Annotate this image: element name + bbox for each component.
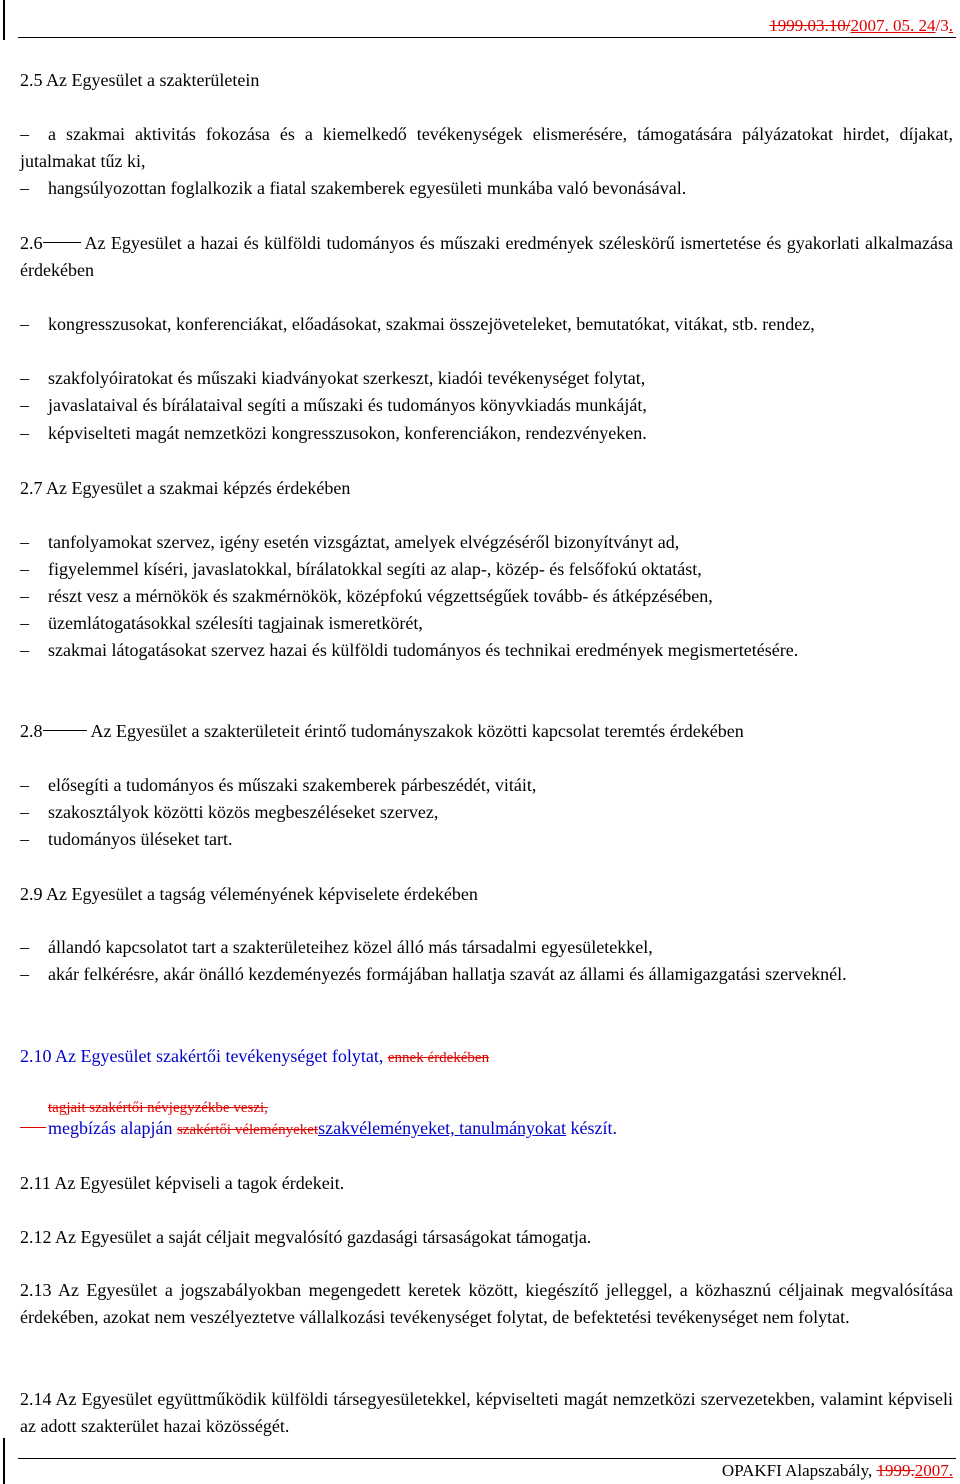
- footer-rule: [18, 1458, 956, 1459]
- list-item-text: képviselteti magát nemzetközi kongresszusokon, konferenciákon, rendezvényeken.: [48, 423, 647, 443]
- list-item-text: tanfolyamokat szervez, igény esetén vizsgáztat, amelyek elvégzéséről bizonyítványt ad,: [48, 532, 680, 552]
- header-rule: [18, 37, 956, 38]
- dash-bullet: –: [20, 124, 29, 144]
- dash-bullet: –: [20, 775, 29, 795]
- list-item-text: a szakmai aktivitás fokozása és a kiemelkedő tevékenységek elismerésére, támogatására pályázatokat hirdet, díjakat, jutalmakat tűz ki,: [20, 124, 953, 171]
- list-item: [20, 610, 953, 637]
- list-item-text: elősegíti a tudományos és műszaki szakemberek párbeszédét, vitáit,: [48, 775, 537, 795]
- list-item-text: figyelemmel kíséri, javaslatokkal, bírálatokkal segíti az alap-, közép- és felsőfokú oktatást,: [48, 559, 702, 579]
- list-item-text: javaslataival és bírálataival segíti a műszaki és tudományos könyvkiadás munkáját,: [48, 395, 647, 415]
- list-item-text: állandó kapcsolatot tart a szakterületeihez közel álló más társadalmi egyesületekkel,: [48, 937, 653, 957]
- list-item: [20, 583, 953, 610]
- list-item: [20, 934, 953, 961]
- dash-bullet: –: [20, 613, 29, 633]
- dash-bullet: –: [20, 586, 29, 606]
- dash-bullet: –: [20, 423, 29, 443]
- section-2-7-heading: 2.7 Az Egyesület a szakmai képzés érdekében: [20, 478, 351, 498]
- page-header: [769, 16, 953, 36]
- section-2-10-heading: [20, 1044, 489, 1070]
- deleted-text: tagjait szakértői névjegyzékbe veszi,: [48, 1100, 268, 1116]
- inserted-text: szakvéleményeket, tanulmányokat: [318, 1118, 567, 1138]
- list-item-text: üzemlátogatásokkal szélesíti tagjainak ismeretkörét,: [48, 613, 423, 633]
- dash-bullet: –: [20, 314, 29, 334]
- dash-bullet: –: [20, 368, 29, 388]
- list-item: [20, 556, 953, 583]
- dash-bullet: –: [20, 937, 29, 957]
- footer-label: OPAKFI Alapszabály,: [721, 1461, 877, 1480]
- section-number: 2.8: [20, 721, 43, 741]
- list-item: [20, 311, 953, 338]
- section-2-13-paragraph: 2.13 Az Egyesület a jogszabályokban megengedett keretek között, kiegészítő jelleggel, a közhasznú céljainak megvalósítása érdekében, azokat nem veszélyeztetve vállalkozási tevékenységet folytat, de befektetési tevékenységet nem folytat.: [20, 1280, 953, 1327]
- inserted-text: megbízás alapján: [48, 1118, 173, 1138]
- revision-bar-bottom: [3, 1438, 5, 1484]
- list-item-text: részt vesz a mérnökök és szakmérnökök, középfokú végzettségűek tovább- és átképzésében,: [48, 586, 713, 606]
- section-2-10-revised-item: [20, 1116, 617, 1142]
- list-item: [20, 365, 953, 392]
- dash-bullet: –: [20, 829, 29, 849]
- header-sep: /: [935, 16, 941, 35]
- dash-bullet: –: [20, 532, 29, 552]
- list-item: [20, 961, 953, 988]
- dash-bullet: –: [20, 964, 29, 984]
- list-item-text: kongresszusokat, konferenciákat, előadásokat, szakmai összejöveteleket, bemutatókat, vitákat, stb. rendez,: [48, 314, 815, 334]
- list-item: [20, 121, 953, 175]
- tab-leader: [43, 233, 81, 243]
- list-item: [20, 392, 953, 419]
- section-2-12-paragraph: 2.12 Az Egyesület a saját céljait megvalósító gazdasági társaságokat támogatja.: [20, 1227, 592, 1247]
- revision-bar-top: [3, 0, 5, 40]
- footer-old-year: 1999.: [876, 1461, 915, 1480]
- section-2-14-paragraph: 2.14 Az Egyesület együttműködik külföldi társegyesületekkel, képviselteti magát nemzetközi szervezetekben, valamint képviseli az adott szakterület hazai közösségét.: [20, 1389, 953, 1436]
- header-old-date: 1999.03.10/: [769, 16, 851, 35]
- list-item-text: tudományos üléseket tart.: [48, 829, 233, 849]
- header-new-date: 2007. 05. 24: [850, 16, 936, 35]
- dash-bullet: –: [20, 178, 29, 198]
- dash-bullet: –: [20, 802, 29, 822]
- list-item-text: akár felkérésre, akár önálló kezdeményezés formájában hallatja szavát az állami és államigazgatási szerveknél.: [48, 964, 847, 984]
- list-item-text: szakfolyóiratokat és műszaki kiadványokat szerkeszt, kiadói tevékenységet folytat,: [48, 368, 646, 388]
- list-item: [20, 529, 953, 556]
- page-footer: [722, 1461, 953, 1481]
- list-item-text: szakosztályok közötti közös megbeszéléseket szervez,: [48, 802, 439, 822]
- list-item-text: szakmai látogatásokat szervez hazai és külföldi tudományos és technikai eredmények megismertetésére.: [48, 640, 799, 660]
- section-text: Az Egyesület a szakterületeit érintő tudományszakok közötti kapcsolat teremtés érdekében: [90, 721, 744, 741]
- deleted-text: szakértői véleményeket: [176, 1122, 319, 1138]
- header-dot: .: [948, 16, 953, 35]
- section-2-5-heading: 2.5 Az Egyesület a szakterületein: [20, 70, 260, 90]
- tab-leader: [43, 721, 87, 731]
- dash-bullet: –: [20, 395, 29, 415]
- tab-leader: [20, 1118, 46, 1128]
- list-item: [20, 772, 953, 799]
- list-item: [20, 826, 953, 853]
- list-item: [20, 175, 953, 202]
- list-item-text: hangsúlyozottan foglalkozik a fiatal szakemberek egyesületi munkába való bevonásával.: [48, 178, 687, 198]
- inserted-text: készít.: [570, 1118, 618, 1138]
- header-page-number: 3: [940, 16, 949, 35]
- section-2-11-paragraph: 2.11 Az Egyesület képviseli a tagok érdekeit.: [20, 1173, 345, 1193]
- list-item: [20, 420, 953, 447]
- dash-bullet: –: [20, 559, 29, 579]
- deleted-text: ennek érdekében: [387, 1050, 490, 1066]
- list-item: [20, 637, 953, 664]
- section-2-10-text: 2.10 Az Egyesület szakértői tevékenységet folytat,: [20, 1046, 384, 1066]
- section-2-8-paragraph: [20, 718, 953, 745]
- list-item: [20, 799, 953, 826]
- dash-bullet: –: [20, 640, 29, 660]
- section-number: 2.6: [20, 233, 43, 253]
- section-2-6-paragraph: [20, 230, 953, 284]
- footer-new-year: 2007.: [914, 1461, 953, 1480]
- section-2-9-heading: 2.9 Az Egyesület a tagság véleményének képviselete érdekében: [20, 884, 478, 904]
- section-text: Az Egyesület a hazai és külföldi tudományos és műszaki eredmények széleskörű ismertetése és gyakorlati alkalmazása érdekében: [20, 233, 953, 280]
